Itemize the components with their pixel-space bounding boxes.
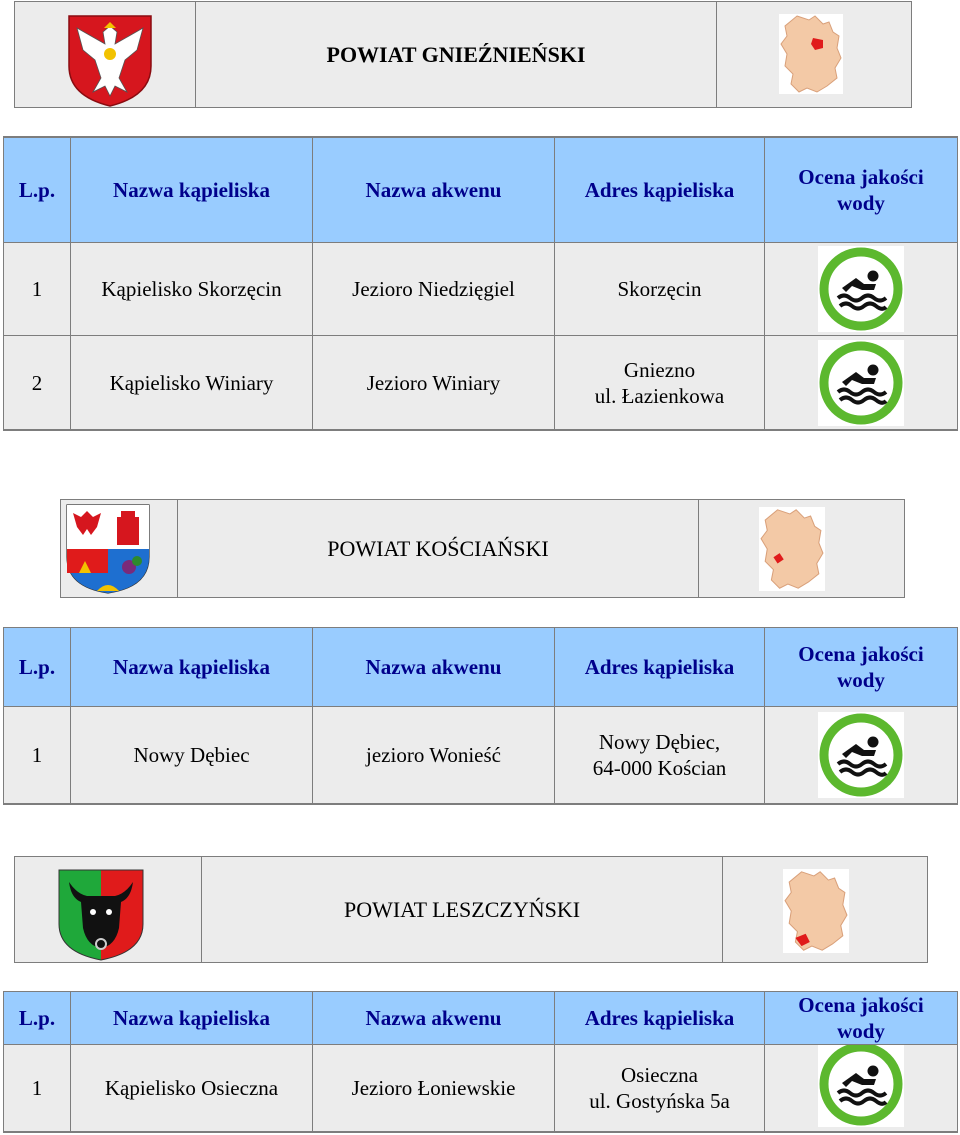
table-row-name: Kąpielisko Skorzęcin: [71, 243, 312, 335]
address-line-1: Osieczna: [621, 1063, 698, 1087]
column-header-lp: L.p.: [4, 992, 70, 1044]
column-header-quality: Ocena jakości wody: [765, 628, 957, 706]
address-line-2: ul. Łazienkowa: [594, 383, 725, 408]
table-row-address: [555, 1045, 764, 1131]
column-header-quality: Ocena jakości wody: [765, 138, 957, 242]
table-row-quality: [765, 336, 957, 429]
section-title: POWIAT KOŚCIAŃSKI: [327, 535, 549, 561]
bull-head-shield-icon: [57, 868, 145, 962]
swimming-allowed-icon: [818, 340, 904, 426]
section-header-leszno: [14, 856, 928, 963]
white-eagle-on-red-shield-icon: [67, 14, 153, 108]
wielkopolska-map-icon: [759, 507, 825, 591]
swimming-allowed-icon: [818, 712, 904, 798]
column-header-name: Nazwa kąpieliska: [71, 138, 312, 242]
column-header-quality: Ocena jakości wody: [765, 992, 957, 1044]
table-leszno: [3, 991, 958, 1133]
address-line-1: Gniezno: [623, 357, 696, 382]
column-header-address: Adres kąpieliska: [555, 992, 764, 1044]
table-row-lp: 2: [4, 336, 70, 429]
table-row-quality: [765, 1045, 957, 1131]
table-koscian: [3, 627, 958, 805]
table-row-water: Jezioro Łoniewskie: [313, 1045, 554, 1131]
swimming-allowed-icon: [818, 1045, 904, 1127]
table-row-water: Jezioro Winiary: [313, 336, 554, 429]
table-row-name: Kąpielisko Osieczna: [71, 1045, 312, 1131]
column-header-name: Nazwa kąpieliska: [71, 992, 312, 1044]
column-header-water: Nazwa akwenu: [313, 628, 554, 706]
kosciany-county-shield-icon: [65, 503, 151, 595]
table-row-quality: [765, 243, 957, 335]
table-row-water: jezioro Wonieść: [313, 707, 554, 803]
table-row-address: Skorzęcin: [555, 243, 764, 335]
column-header-lp: L.p.: [4, 628, 70, 706]
address-line-2: 64-000 Kościan: [592, 756, 727, 780]
table-row-lp: 1: [4, 1045, 70, 1131]
table-row-lp: 1: [4, 243, 70, 335]
section-title: POWIAT LESZCZYŃSKI: [343, 896, 581, 922]
section-header-koscian: [60, 499, 905, 598]
section-title: POWIAT GNIEŹNIEŃSKI: [326, 41, 586, 67]
column-header-address: Adres kąpieliska: [555, 628, 764, 706]
column-header-water: Nazwa akwenu: [313, 138, 554, 242]
table-row-name: Nowy Dębiec: [71, 707, 312, 803]
wielkopolska-map-icon: [779, 14, 843, 94]
address-line-2: ul. Gostyńska 5a: [589, 1089, 730, 1113]
table-row-lp: 1: [4, 707, 70, 803]
column-header-lp: L.p.: [4, 138, 70, 242]
swimming-allowed-icon: [818, 246, 904, 332]
table-row-quality: [765, 707, 957, 803]
column-header-name: Nazwa kąpieliska: [71, 628, 312, 706]
wielkopolska-map-icon: [783, 869, 849, 953]
address-line-1: Nowy Dębiec,: [598, 730, 721, 754]
table-row-address: [555, 336, 764, 429]
column-header-address: Adres kąpieliska: [555, 138, 764, 242]
table-row-water: Jezioro Niedzięgiel: [313, 243, 554, 335]
column-header-water: Nazwa akwenu: [313, 992, 554, 1044]
table-gniezno: [3, 136, 958, 431]
section-header-gniezno: [14, 1, 912, 108]
table-row-address: [555, 707, 764, 803]
table-row-name: Kąpielisko Winiary: [71, 336, 312, 429]
